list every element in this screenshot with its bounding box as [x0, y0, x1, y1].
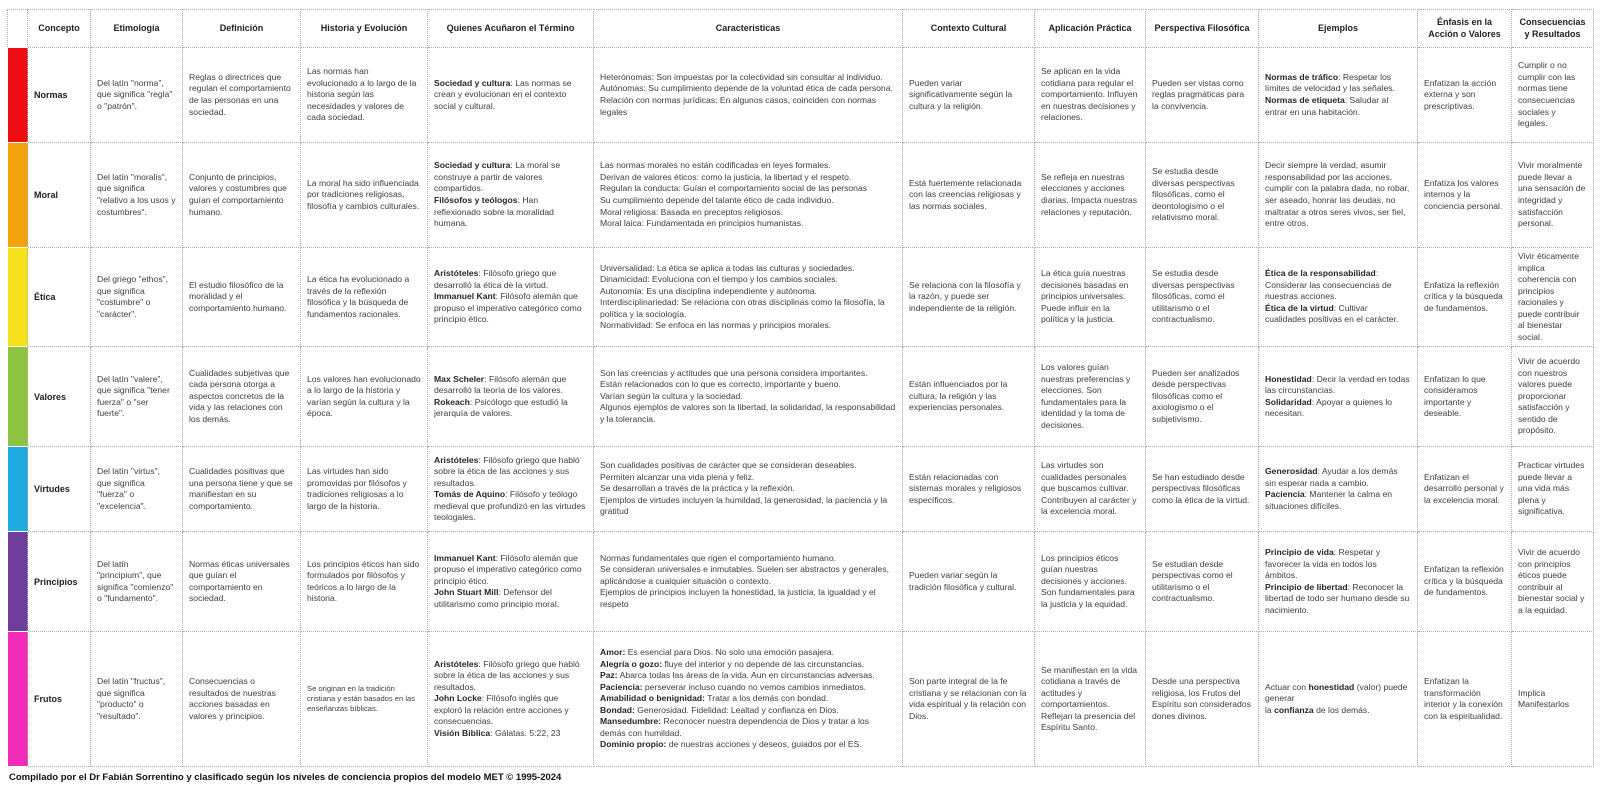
table-cell: Son cualidades positivas de carácter que se consideran deseables. Permiten alcanzar una vida plena y feliz. Se desarrollan a través de la práctica y la reflexión. Ejemplos de virtudes incluyen la humildad, la generosidad, la paciencia y la gratitud [594, 447, 903, 532]
concept-name: Principios [28, 532, 91, 632]
concept-name: Virtudes [28, 447, 91, 532]
table-cell: La moral ha sido influenciada por tradiciones religiosas, filosofía y cambios culturales. [301, 143, 428, 248]
table-cell: Reglas o directrices que regulan el comportamiento de las personas en una sociedad. [183, 48, 301, 143]
table-cell: Vivir moralmente puede llevar a una sensación de integridad y satisfacción personal. [1512, 143, 1594, 248]
table-cell: Se relaciona con la filosofía y la razón, y puede ser independiente de la religión. [903, 248, 1035, 347]
stripe-column-header [8, 10, 28, 48]
table-cell: Los valores han evolucionado a lo largo de la historia y varían según la cultura y la época. [301, 347, 428, 447]
table-row [8, 347, 1594, 447]
table-cell: Enfatizan lo que consideramos importante y deseable. [1418, 347, 1512, 447]
table-row [8, 532, 1594, 632]
table-cell: Sociedad y cultura: Las normas se crean y evolucionan en el contexto social y cultural. [428, 48, 594, 143]
table-row [8, 632, 1594, 767]
table-cell: Están influenciados por la cultura, la religión y las experiencias personales. [903, 347, 1035, 447]
concept-name: Ética [28, 248, 91, 347]
table-cell: Se estudia desde diversas perspectivas filosóficas, como el utilitarismo o el contractualismo. [1146, 248, 1259, 347]
table-cell: Los principios éticos guían nuestras decisiones y acciones. Son fundamentales para la justicia y la equidad. [1035, 532, 1146, 632]
table-cell: El estudio filosófico de la moralidad y el comportamiento humano. [183, 248, 301, 347]
table-cell: Principio de vida: Respetar y favorecer la vida en todos los ámbitos. Principio de libertad: Reconocer la libertad de todo ser humano desde su nacimiento. [1259, 532, 1418, 632]
ethics-concepts-table [7, 9, 1594, 767]
column-header: Énfasis en la Acción o Valores [1418, 10, 1512, 48]
table-cell: Enfatiza la reflexión crítica y la búsqueda de fundamentos. [1418, 248, 1512, 347]
table-cell: Se manifiestan en la vida cotidiana a través de actitudes y comportamientos. Reflejan la presencia del Espíritu Santo. [1035, 632, 1146, 767]
table-cell: Se estudian desde perspectivas como el utilitarismo o el contractualismo. [1146, 532, 1259, 632]
table-cell: Las normas han evolucionado a lo largo de la historia según las necesidades y valores de cada sociedad. [301, 48, 428, 143]
row-color-stripe [8, 347, 28, 447]
row-color-stripe [8, 632, 28, 767]
page [7, 9, 1593, 783]
row-color-stripe [8, 248, 28, 347]
table-cell: Cualidades positivas que una persona tiene y que se manifiestan en su comportamiento. [183, 447, 301, 532]
table-cell: Se estudia desde diversas perspectivas filosóficas, como el deontologismo o el relativismo moral. [1146, 143, 1259, 248]
table-cell: Enfatizan la reflexión crítica y la búsqueda de fundamentos. [1418, 532, 1512, 632]
table-cell: Normas fundamentales que rigen el comportamiento humano. Se consideran universales e inmutables. Suelen ser abstractos y generales, aplicándose a cualquier situación o contexto. Ejemplos de principios incluyen la honestidad, la justicia, la igualdad y el respeto [594, 532, 903, 632]
table-row [8, 143, 1594, 248]
table-cell: Enfatizan la transformación interior y la conexión con la espiritualidad. [1418, 632, 1512, 767]
table-cell: Son las creencias y actitudes que una persona considera importantes. Están relacionados con lo que es correcto, importante y bueno. Varían según la cultura y la sociedad. Algunos ejemplos de valores son la libertad, la solidaridad, la responsabilidad y la tolerancia. [594, 347, 903, 447]
table-cell: Universalidad: La ética se aplica a todas las culturas y sociedades. Dinamicidad: Evoluciona con el tiempo y los cambios sociales. Autonomía: Es una disciplina independiente y autónoma. Interdisciplinariedad: Se relaciona con otras disciplinas como la filosofía, la política y la sociología. Normatividad: Se enfoca en las normas y principios morales. [594, 248, 903, 347]
table-cell: Se han estudiado desde perspectivas filosóficas como la ética de la virtud. [1146, 447, 1259, 532]
table-cell: Immanuel Kant: Filósofo alemán que propuso el imperativo categórico como principio ético. John Stuart Mill: Defensor del utilitarismo como principio moral. [428, 532, 594, 632]
concept-name: Valores [28, 347, 91, 447]
table-cell: Del latín "virtus", que significa "fuerza" o "excelencia". [91, 447, 183, 532]
table-cell: Pueden ser vistas como reglas pragmáticas para la convivencia. [1146, 48, 1259, 143]
table-cell: Pueden variar significativamente según la cultura y la religión. [903, 48, 1035, 143]
column-header: Consecuencias y Resultados [1512, 10, 1594, 48]
table-row [8, 447, 1594, 532]
table-cell: La ética guía nuestras decisiones basadas en principios universales. Puede influir en la política y la justicia. [1035, 248, 1146, 347]
table-cell: Están relacionadas con sistemas morales y religiosos específicos. [903, 447, 1035, 532]
table-cell: Implica Manifestarlos [1512, 632, 1594, 767]
table-cell: Del latín "moralis", que significa "relativo a los usos y costumbres". [91, 143, 183, 248]
column-header: Etimología [91, 10, 183, 48]
table-cell: Del latín "principium", que significa "comienzo" o "fundamento". [91, 532, 183, 632]
table-cell: Practicar virtudes puede llevar a una vida más plena y significativa. [1512, 447, 1594, 532]
table-header [8, 10, 1594, 48]
concept-name: Frutos [28, 632, 91, 767]
table-cell: Consecuencias o resultados de nuestras acciones basadas en valores y principios. [183, 632, 301, 767]
table-cell: Las virtudes han sido promovidas por filósofos y tradiciones religiosas a lo largo de la historia. [301, 447, 428, 532]
table-cell: Del latín "norma", que significa "regla" o "patrón". [91, 48, 183, 143]
table-row [8, 248, 1594, 347]
table-cell: Normas de tráfico: Respetar los límites de velocidad y las señales. Normas de etiqueta: Saludar al entrar en una habitación. [1259, 48, 1418, 143]
table-row [8, 48, 1594, 143]
table-cell: Cualidades subjetivas que cada persona otorga a aspectos concretos de la vida y las relaciones con los demás. [183, 347, 301, 447]
table-cell: Del latín "valere", que significa "tener fuerza" o "ser fuerte". [91, 347, 183, 447]
table-body [8, 48, 1594, 767]
table-cell: Del latín "fructus", que significa "producto" o "resultado". [91, 632, 183, 767]
table-cell: Honestidad: Decir la verdad en todas las circunstancias. Solidaridad: Apoyar a quienes lo necesitan. [1259, 347, 1418, 447]
table-cell: Pueden ser analizados desde perspectivas filosóficas como el axiologismo o el subjetivismo. [1146, 347, 1259, 447]
table-cell: Enfatizan el desarrollo personal y la excelencia moral. [1418, 447, 1512, 532]
table-cell: Los principios éticos han sido formulados por filósofos y teóricos a lo largo de la historia. [301, 532, 428, 632]
table-cell: Conjunto de principios, valores y costumbres que guían el comportamiento humano. [183, 143, 301, 248]
column-header: Aplicación Práctica [1035, 10, 1146, 48]
column-header: Definición [183, 10, 301, 48]
table-cell: Se originan en la tradición cristiana y están basados en las enseñanzas bíblicas. [301, 632, 428, 767]
table-cell: Se aplican en la vida cotidiana para regular el comportamiento. Influyen en nuestras decisiones y relaciones. [1035, 48, 1146, 143]
table-cell: Decir siempre la verdad, asumir responsabilidad por las acciones, cumplir con la palabra dada, no robar, ser aseado, honrar las deudas, no maltratar a otros seres vivos, ser fiel, entre otros. [1259, 143, 1418, 248]
column-header: Concepto [28, 10, 91, 48]
table-cell: Enfatizan la acción externa y son prescriptivas. [1418, 48, 1512, 143]
table-cell: Las normas morales no están codificadas en leyes formales. Derivan de valores éticos: como la justicia, la libertad y el respeto. Regulan la conducta: Guían el comportamiento social de las personas Su cumplimiento depende del talante ético de cada individuo. Moral religiosa: Basada en preceptos religiosos. Moral laica: Fundamentada en principios humanistas. [594, 143, 903, 248]
row-color-stripe [8, 532, 28, 632]
table-cell: Heterónomas: Son impuestas por la colectividad sin consultar al individuo. Autónomas: Su cumplimiento depende de la voluntad ética de cada persona. Relación con normas jurídicas: En algunos casos, coinciden con normas legales [594, 48, 903, 143]
table-cell: Vivir de acuerdo con nuestros valores puede proporcionar satisfacción y sentido de propósito. [1512, 347, 1594, 447]
table-cell: Sociedad y cultura: La moral se construye a partir de valores compartidos. Filósofos y teólogos: Han reflexionado sobre la moralidad humana. [428, 143, 594, 248]
column-header: Ejemplos [1259, 10, 1418, 48]
table-cell: Amor: Es esencial para Dios. No solo una emoción pasajera. Alegría o gozo: fluye del interior y no depende de las circunstancias. Paz: Abarca todas las áreas de la vida. Aun en circunstancias adversas. Paciencia: perseverar incluso cuando no vemos cambios inmediatos. Amabilidad o benignidad: Tratar a los demás con bondad. Bondad: Generosidad. Fidelidad: Lealtad y confianza en Dios. Mansedumbre: Reconocer nuestra dependencia de Dios y tratar a los demás con humildad. Dominio propio: de nuestras acciones y deseos, guiados por el ES. [594, 632, 903, 767]
column-header: Caracteristicas [594, 10, 903, 48]
table-cell: Las virtudes son cualidades personales que buscamos cultivar. Contribuyen al carácter y la excelencia moral. [1035, 447, 1146, 532]
table-cell: Aristóteles: Filósofo griego que desarrolló la ética de la virtud. Immanuel Kant: Filósofo alemán que propuso el imperativo categórico como principio ético. [428, 248, 594, 347]
table-cell: Pueden variar según la tradición filosófica y cultural. [903, 532, 1035, 632]
column-header: Perspectiva Filosófica [1146, 10, 1259, 48]
column-header: Quienes Acuñaron el Término [428, 10, 594, 48]
table-cell: Aristóteles: Filósofo griego que habló sobre la ética de las acciones y sus resultados. John Locke: Filósofo inglés que exploró la relación entre acciones y consecuencias. Visión Biblica: Gálatas. 5:22, 23 [428, 632, 594, 767]
header-row [8, 10, 1594, 48]
column-header: Historia y Evolución [301, 10, 428, 48]
table-cell: La ética ha evolucionado a través de la reflexión filosófica y la búsqueda de fundamentos racionales. [301, 248, 428, 347]
table-cell: Se refleja en nuestras elecciones y acciones diarias. Impacta nuestras relaciones y reputación. [1035, 143, 1146, 248]
table-cell: Los valores guían nuestras preferencias y elecciones. Son fundamentales para la identidad y la toma de decisiones. [1035, 347, 1146, 447]
table-cell: Desde una perspectiva religiosa, los Frutos del Espíritu son considerados dones divinos. [1146, 632, 1259, 767]
table-cell: Vivir éticamente implica coherencia con principios racionales y puede contribuir al bienestar social. [1512, 248, 1594, 347]
column-header: Contexto Cultural [903, 10, 1035, 48]
table-cell: Generosidad: Ayudar a los demás sin esperar nada a cambio. Paciencia: Mantener la calma en situaciones difíciles. [1259, 447, 1418, 532]
table-cell: Está fuertemente relacionada con las creencias religiosas y las normas sociales. [903, 143, 1035, 248]
table-cell: Vivir de acuerdo con principios éticos puede contribuir al bienestar social y a la equidad. [1512, 532, 1594, 632]
concept-name: Normas [28, 48, 91, 143]
table-cell: Normas éticas universales que guían el comportamiento en sociedad. [183, 532, 301, 632]
table-cell: Son parte integral de la fe cristiana y se relacionan con la vida espiritual y la relación con Dios. [903, 632, 1035, 767]
concept-name: Moral [28, 143, 91, 248]
table-cell: Aristóteles: Filósofo griego que habló sobre la ética de las acciones y sus resultados. Tomás de Aquino: Filósofo y teólogo medieval que profundizó en las virtudes teologales. [428, 447, 594, 532]
table-cell: Cumplir o no cumplir con las normas tiene consecuencias sociales y legales. [1512, 48, 1594, 143]
row-color-stripe [8, 143, 28, 248]
table-cell: Enfatiza los valores internos y la conciencia personal. [1418, 143, 1512, 248]
table-cell: Max Scheler: Filósofo alemán que desarrolló la teoría de los valores. Rokeach: Psicólogo que estudió la jerarquía de valores. [428, 347, 594, 447]
footer-credit: Compilado por el Dr Fabián Sorrentino y clasificado según los niveles de conciencia propios del modelo MET © 1995-2024 [9, 772, 562, 784]
table-cell: Ética de la responsabilidad: Considerar las consecuencias de nuestras acciones. Ética de la virtud: Cultivar cualidades positivas en el carácter. [1259, 248, 1418, 347]
row-color-stripe [8, 48, 28, 143]
table-cell: Actuar con honestidad (valor) puede generar la confianza de los demás. [1259, 632, 1418, 767]
table-cell: Del griego "ethos", que significa "costumbre" o "carácter". [91, 248, 183, 347]
row-color-stripe [8, 447, 28, 532]
